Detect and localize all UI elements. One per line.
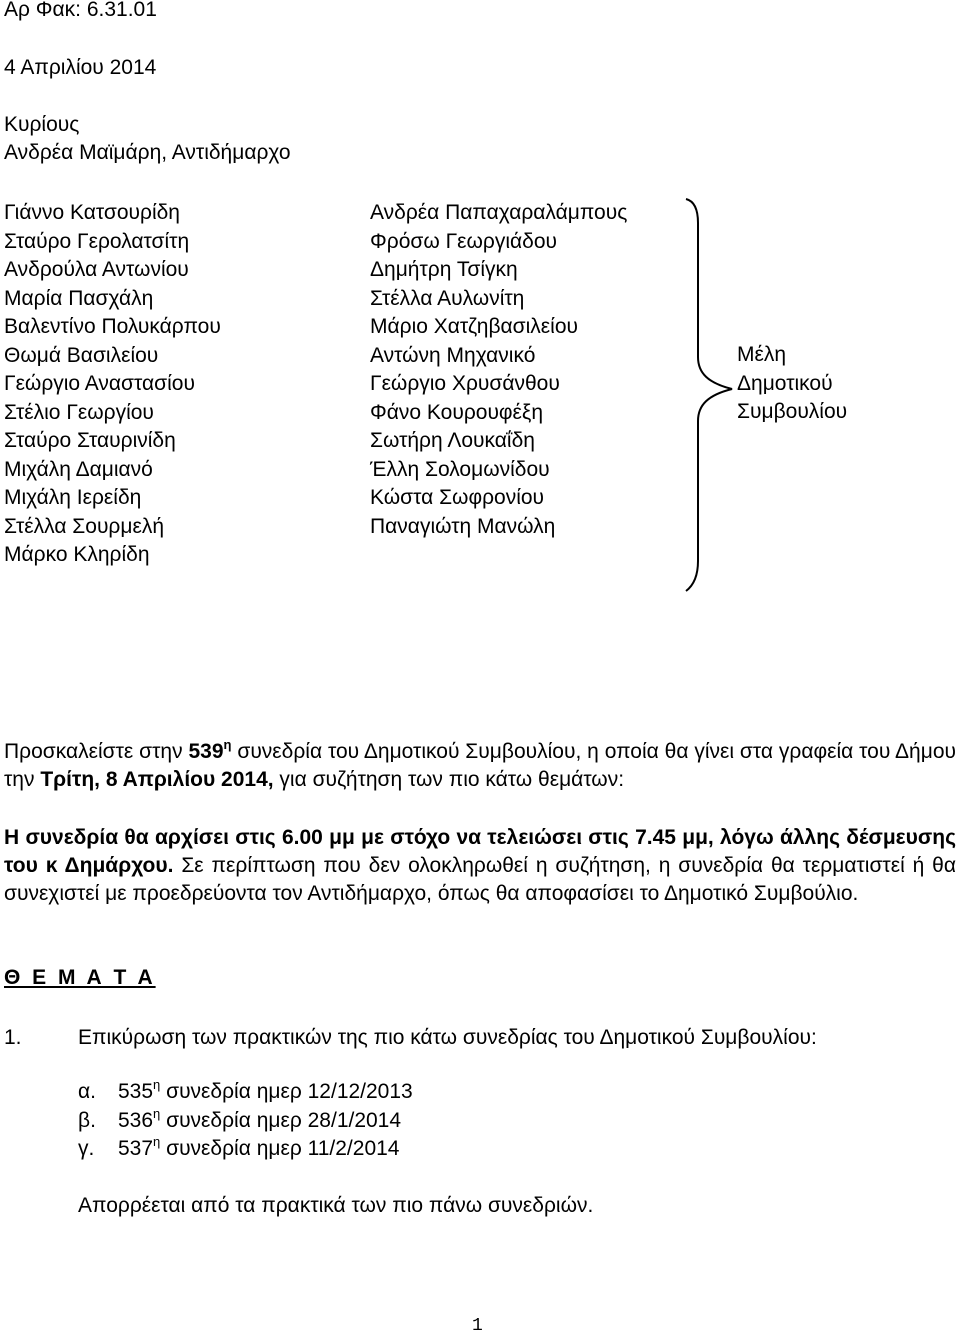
notice-text: Σε περίπτωση που δεν ολοκληρωθεί η συζήτηση, η συνεδρία θα τερματιστεί ή θα συνεχιστεί με προεδρεύοντα τον Αντιδήμαρχο, όπως θα αποφασίσει το Δημοτικό Συμβούλιο. — [4, 854, 957, 905]
member-name: Γιάννο Κατσουρίδη — [4, 201, 180, 224]
member-name: Σταύρο Γερολατσίτη — [4, 229, 190, 253]
council-label-line: Μέλη — [737, 343, 787, 366]
member-name: Ανδρούλα Αντωνίου — [4, 258, 189, 281]
sub-item-ordinal: η — [153, 1077, 161, 1092]
member-name: Δημήτρη Τσίγκη — [370, 258, 518, 281]
member-name: Φάνο Κουρουφέξη — [370, 400, 543, 424]
member-name: Παναγιώτη Μανώλη — [370, 514, 556, 538]
member-name: Μαρία Πασχάλη — [4, 286, 154, 310]
invitation-text: Προσκαλείστε στην — [4, 740, 189, 763]
member-name: Σταύρο Σταυρινίδη — [4, 429, 176, 452]
sub-item-label: α. — [78, 1080, 96, 1103]
invitation-text: για συζήτηση των πιο κάτω θεμάτων: — [273, 768, 625, 791]
addressee: Ανδρέα Μαϊμάρη, Αντιδήμαρχο — [4, 141, 291, 164]
agenda-item-text: Επικύρωση των πρακτικών της πιο κάτω συνεδρίας του Δημοτικού Συμβουλίου: — [78, 1026, 817, 1049]
page-number: 1 — [472, 1316, 483, 1336]
letter-date: 4 Απριλίου 2014 — [4, 56, 157, 79]
sub-item-number: 537 — [118, 1137, 154, 1160]
member-name: Σωτήρη Λουκαΐδη — [370, 429, 535, 452]
sub-item-ordinal: η — [153, 1106, 161, 1121]
topics-heading: Θ Ε Μ Α Τ Α — [4, 966, 156, 989]
council-label — [737, 341, 847, 427]
member-name: Έλλη Σολομωνίδου — [370, 457, 550, 481]
session-ordinal: η — [223, 737, 232, 752]
member-name: Στέλλα Αυλωνίτη — [370, 286, 525, 310]
sub-item-number: 536 — [118, 1109, 154, 1132]
council-label-line: Δημοτικού — [737, 371, 833, 395]
member-name: Μιχάλη Ιερείδη — [4, 486, 142, 509]
salutation: Κυρίους — [4, 113, 80, 136]
member-name: Μάριο Χατζηβασιλείου — [370, 315, 579, 338]
member-name: Στέλιο Γεωργίου — [4, 400, 154, 424]
sub-item — [78, 1078, 413, 1106]
sub-item-ordinal: η — [153, 1134, 161, 1149]
member-name: Μιχάλη Δαμιανό — [4, 457, 153, 481]
sub-item-text: συνεδρία ημερ 28/1/2014 — [160, 1109, 402, 1132]
session-date: Τρίτη, 8 Απριλίου 2014, — [40, 768, 274, 791]
sub-item — [78, 1135, 399, 1163]
members-right-list — [370, 199, 627, 541]
member-name: Θωμά Βασιλείου — [4, 343, 159, 367]
sub-item — [78, 1107, 401, 1135]
file-reference: Αρ Φακ: 6.31.01 — [4, 0, 157, 21]
session-number: 539 — [188, 740, 224, 763]
invitation-text: συνεδρία του Δημοτικού Συμβουλίου, η οποία θα γίνει στα γραφεία του Δήμου την — [4, 740, 956, 791]
member-name: Βαλεντίνο Πολυκάρπου — [4, 315, 221, 338]
member-name: Μάρκο Κληρίδη — [4, 543, 150, 566]
member-name: Ανδρέα Παπαχαραλάμπους — [370, 201, 628, 224]
notice-paragraph — [4, 824, 956, 908]
sub-item-number: 535 — [118, 1080, 154, 1103]
member-name: Στέλλα Σουρμελή — [4, 514, 165, 538]
member-name: Γεώργιο Χρυσάνθου — [370, 372, 560, 395]
member-name: Κώστα Σωφρονίου — [370, 486, 545, 509]
members-left-list — [4, 199, 221, 570]
member-name: Γεώργιο Αναστασίου — [4, 372, 195, 395]
notice-bold: Η συνεδρία θα αρχίσει στις 6.00 μμ με στόχο να τελειώσει στις 7.45 μμ, λόγω άλλης δέσμευσης του κ Δημάρχου. — [4, 826, 956, 877]
sub-item-text: συνεδρία ημερ 12/12/2013 — [160, 1080, 413, 1103]
member-name: Φρόσω Γεωργιάδου — [370, 229, 558, 253]
member-name: Αντώνη Μηχανικό — [370, 343, 536, 367]
council-label-line: Συμβουλίου — [737, 400, 848, 423]
agenda-item-number: 1. — [4, 1026, 22, 1049]
invitation-paragraph — [4, 738, 956, 794]
curly-brace-icon — [660, 195, 740, 595]
approval-text: Απορρέεται από τα πρακτικά των πιο πάνω συνεδριών. — [78, 1194, 594, 1217]
sub-item-label: γ. — [78, 1137, 95, 1160]
sub-item-label: β. — [78, 1109, 96, 1132]
sub-item-text: συνεδρία ημερ 11/2/2014 — [160, 1137, 400, 1160]
